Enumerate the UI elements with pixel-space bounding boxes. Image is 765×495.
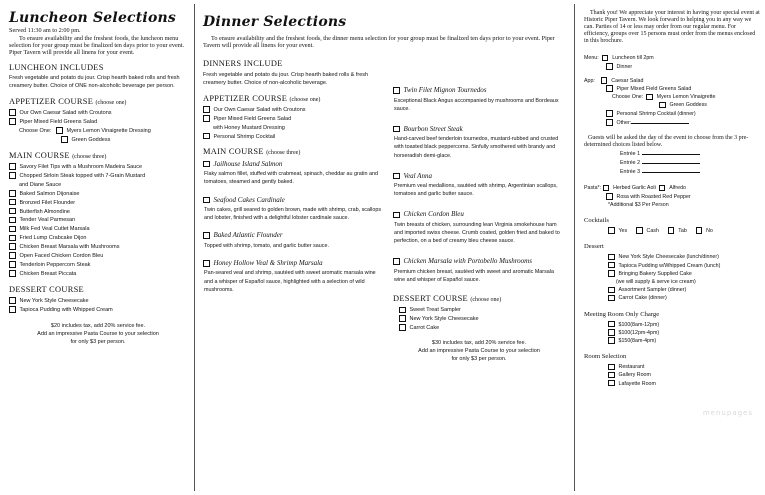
dinner-dish: [203, 196, 383, 223]
dinner-dish: [393, 257, 565, 284]
luncheon-title: Luncheon Selections: [9, 10, 176, 26]
dinner-dessert-option[interactable]: Carrot Cake: [393, 324, 565, 333]
room-charge-heading: Meeting Room Only Charge: [584, 310, 660, 318]
luncheon-main-heading: MAIN COURSE (choose three): [9, 150, 107, 160]
checkbox[interactable]: [603, 185, 610, 192]
dessert-heading: Dessert: [584, 243, 604, 251]
luncheon-column: [9, 0, 187, 347]
dessert-option-cont: (we will supply & serve ice cream): [616, 278, 696, 285]
form-intro: Thank you! We appreciate your interest in having your special event at Historic Piper Tavern. We look forward to helping you in any way we can. Parties of 14 or less may order from our regular menu. For efficiency, groups over 15 persons must order from the menus enclosed in this brochure.: [584, 10, 760, 44]
checkbox[interactable]: [608, 295, 615, 302]
pasta-row: Pasta*: Herbed Garlic Aoli Alfredo: [584, 185, 687, 192]
dinner-footer: $30 includes tax, add 20% service fee. Add an impressive Pasta Course to your selection for only $3 per person.: [418, 340, 540, 362]
dish-name[interactable]: Veal Anna: [393, 172, 565, 181]
dinner-dish: [393, 172, 565, 199]
dish-name[interactable]: Bourbon Street Steak: [393, 125, 565, 134]
luncheon-dressing-option[interactable]: Green Goddess: [9, 136, 187, 145]
checkbox[interactable]: [696, 227, 703, 234]
dinner-dish: [203, 160, 383, 187]
checkbox[interactable]: [606, 193, 613, 200]
luncheon-dessert-option[interactable]: New York Style Cheesecake: [9, 297, 187, 306]
cocktail-options: Yes Cash Tab No: [584, 227, 760, 235]
checkbox[interactable]: [608, 287, 615, 294]
checkbox[interactable]: [608, 321, 615, 328]
dessert-option[interactable]: Assortment Sampler (dinner): [584, 286, 760, 294]
dinner-dessert-option[interactable]: Sweet Treat Sampler: [393, 306, 565, 315]
luncheon-dessert-heading: DESSERT COURSE: [9, 284, 84, 294]
column-divider: [194, 4, 195, 491]
checkbox[interactable]: [9, 252, 16, 259]
menu-option[interactable]: Dinner: [584, 63, 760, 71]
checkbox[interactable]: [61, 136, 68, 143]
checkbox[interactable]: [608, 329, 615, 336]
checkbox[interactable]: [393, 87, 400, 94]
checkbox[interactable]: [9, 306, 16, 313]
checkbox[interactable]: [203, 197, 210, 204]
luncheon-includes-heading: LUNCHEON INCLUDES: [9, 62, 104, 72]
checkbox[interactable]: [608, 337, 615, 344]
dinner-dish: [393, 125, 565, 160]
checkbox[interactable]: [601, 77, 608, 84]
dinner-dish: [393, 210, 565, 245]
checkbox[interactable]: [9, 199, 16, 206]
app-option[interactable]: Piper Mixed Field Greens Salad: [584, 85, 760, 93]
room-option[interactable]: Restaurant: [584, 363, 760, 371]
luncheon-intro: To ensure availability and the freshest foods, the luncheon menu selection for your group must be finalized ten days prior to your event. Piper Tavern will provide all linens for your event.: [9, 35, 185, 57]
dinner-column-right: [393, 86, 565, 364]
luncheon-served: Served 11:30 am to 2:00 pm.: [9, 27, 81, 35]
pasta-note: *Additional $3 Per Person: [608, 201, 669, 208]
checkbox[interactable]: [9, 235, 16, 242]
dinner-dish: [203, 231, 383, 250]
luncheon-main-option[interactable]: Milk Fed Veal Cutlet Marsala: [9, 225, 187, 234]
pasta-option[interactable]: Rosa with Roasted Red Pepper: [584, 193, 760, 201]
checkbox[interactable]: [9, 190, 16, 197]
checkbox[interactable]: [659, 185, 666, 192]
luncheon-footer: $20 includes tax, add 20% service fee. Add an impressive Pasta Course to your selection for only $3 per person.: [37, 322, 159, 345]
checkbox[interactable]: [9, 163, 16, 170]
dessert-option[interactable]: Carrot Cake (dinner): [584, 294, 760, 302]
entree-input[interactable]: [642, 167, 700, 173]
app-dressing-row: Choose One: Myers Lemon Vinaigrette: [612, 94, 716, 101]
luncheon-main-list: [9, 163, 187, 279]
dish-description: Hand-carved beef tenderloin tournedos, mustard-rubbed and crusted with toasted black peppercorns. Sinfully smothered with brandy and horseradish demi-glace.: [394, 136, 559, 159]
luncheon-appetizer-heading: APPETIZER COURSE (choose one): [9, 96, 127, 106]
dish-name[interactable]: Baked Atlantic Flounder: [203, 231, 383, 240]
entree-line[interactable]: Entrée 1: [584, 149, 760, 158]
luncheon-appetizer-option[interactable]: Our Own Caesar Salad with Croutons: [9, 109, 187, 118]
room-charge-option[interactable]: $100(8am-12pm): [584, 321, 760, 329]
dessert-option[interactable]: Bringing Bakery Supplied Cake: [584, 270, 760, 278]
checkbox[interactable]: [9, 172, 16, 179]
dish-description: Topped with shrimp, tomato, and garlic butter sauce.: [204, 242, 329, 249]
luncheon-dessert-option[interactable]: Tapioca Pudding with Whipped Cream: [9, 306, 187, 315]
dish-name[interactable]: Honey Hollow Veal & Shrimp Marsala: [203, 259, 383, 268]
dinner-appetizer-option-cont: with Honey Mustard Dressing: [213, 124, 285, 131]
checkbox[interactable]: [608, 380, 615, 387]
dinner-appetizer-option[interactable]: Piper Mixed Field Greens Salad: [203, 115, 383, 124]
dinner-dish: [203, 259, 383, 294]
checkbox[interactable]: [393, 126, 400, 133]
dessert-option[interactable]: Tapioca Pudding w/Whipped Cream (lunch): [584, 262, 760, 270]
dinner-dessert-option[interactable]: New York Style Cheesecake: [393, 315, 565, 324]
watermark-logo: menupages: [702, 409, 753, 417]
dinner-title: Dinner Selections: [203, 14, 347, 30]
checkbox[interactable]: [606, 119, 613, 126]
checkbox[interactable]: [399, 324, 406, 331]
luncheon-main-option[interactable]: Chicken Breast Marsala with Mushrooms: [9, 243, 187, 252]
dish-name[interactable]: Chicken Cordon Bleu: [393, 210, 565, 219]
menu-row: Menu: Luncheon till 2pm: [584, 55, 654, 62]
room-charge-option[interactable]: $100(12pm-4pm): [584, 329, 760, 337]
checkbox[interactable]: [659, 102, 666, 109]
dinner-dessert-heading: DESSERT COURSE (choose one): [393, 293, 502, 303]
luncheon-main-option[interactable]: Butterfish Almondine: [9, 208, 187, 217]
room-option[interactable]: Gallery Room: [584, 371, 760, 379]
dinner-main-heading: MAIN COURSE (choose three): [203, 147, 301, 157]
app-row: App: Caesar Salad: [584, 77, 644, 84]
checkbox[interactable]: [606, 110, 613, 117]
checkbox[interactable]: [203, 115, 210, 122]
checkbox[interactable]: [668, 227, 675, 234]
entree-line[interactable]: Entrée 2: [584, 158, 760, 167]
checkbox[interactable]: [646, 94, 653, 101]
checkbox[interactable]: [608, 262, 615, 269]
dinner-includes-text: Fresh vegetable and potato du jour. Crisp hearth baked rolls & fresh creamery butter. Choice of non-alcoholic beverage.: [203, 71, 369, 86]
dish-name[interactable]: Jailhouse Island Salmon: [203, 160, 383, 169]
other-line[interactable]: [631, 118, 689, 124]
dessert-option[interactable]: New York Style Cheesecake (lunch/dinner): [584, 253, 760, 261]
checkbox[interactable]: [203, 106, 210, 113]
checkbox[interactable]: [9, 297, 16, 304]
checkbox[interactable]: [608, 227, 615, 234]
dish-description: Premium chicken breast, sautéed with sweet and aromatic Marsala wine and whisper of Español sauce.: [394, 268, 554, 283]
luncheon-appetizer-option[interactable]: Piper Mixed Field Greens Salad: [9, 118, 187, 127]
checkbox[interactable]: [399, 307, 406, 314]
luncheon-main-option[interactable]: Open Faced Chicken Cordon Bleu: [9, 252, 187, 261]
dish-description: Pan-seared veal and shrimp, sautéed with sweet aromatic marsala wine and a whisper of Español sauce, highlighted with a selection of wild mushrooms.: [204, 270, 376, 293]
dish-name[interactable]: Seafood Cakes Cardinale: [203, 196, 383, 205]
dish-description: Twin cakes, grill seared to golden brown, made with shrimp, crab, scallops and lobster, finished with a delightful lobster cardinale sauce.: [204, 207, 382, 222]
entree-line[interactable]: Entrée 3: [584, 167, 760, 176]
checkbox[interactable]: [203, 260, 210, 267]
checkbox[interactable]: [608, 254, 615, 261]
dish-name[interactable]: Chicken Marsala with Portobello Mushrooms: [393, 257, 565, 266]
room-charge-option[interactable]: $150(8am-4pm): [584, 337, 760, 345]
checkbox[interactable]: [9, 208, 16, 215]
checkbox[interactable]: [602, 55, 609, 62]
checkbox[interactable]: [9, 226, 16, 233]
checkbox[interactable]: [9, 243, 16, 250]
cocktails-heading: Cocktails: [584, 217, 609, 225]
entree-input[interactable]: [642, 158, 700, 164]
checkbox[interactable]: [393, 212, 400, 219]
checkbox[interactable]: [606, 85, 613, 92]
dinner-appetizer-option[interactable]: Personal Shrimp Cocktail: [203, 133, 383, 142]
checkbox[interactable]: [9, 270, 16, 277]
checkbox[interactable]: [203, 232, 210, 239]
entree-input[interactable]: [642, 149, 700, 155]
app-dressing-option[interactable]: Green Goddess: [584, 101, 760, 109]
dish-description: Exceptional Black Angus accompanied by mushrooms and Bordeaux sauce.: [394, 97, 559, 112]
checkbox[interactable]: [393, 258, 400, 265]
luncheon-main-option-cont: and Diane Sauce: [19, 181, 62, 188]
checkbox[interactable]: [606, 63, 613, 70]
luncheon-main-option[interactable]: Tender Veal Parmesan: [9, 216, 187, 225]
dish-description: Twin breasts of chicken, surrounding lean Virginia smokehouse ham and imported swiss cheese. Crumb coated, golden fried and baked to perfection, on a bed of creamy bleu cheese sauce.: [394, 221, 560, 245]
checkbox[interactable]: [203, 161, 210, 168]
room-option[interactable]: Lafayette Room: [584, 380, 760, 388]
order-form-column: [584, 0, 760, 388]
luncheon-main-option[interactable]: Baked Salmon Dijonaise: [9, 190, 187, 199]
dinner-appetizer-heading: APPETIZER COURSE (choose one): [203, 93, 321, 103]
dinner-appetizer-option[interactable]: Our Own Caesar Salad with Croutons: [203, 106, 383, 115]
checkbox[interactable]: [9, 109, 16, 116]
dinner-dish: [393, 86, 565, 113]
checkbox[interactable]: [9, 217, 16, 224]
checkbox[interactable]: [399, 315, 406, 322]
checkbox[interactable]: [9, 118, 16, 125]
guests-text: Guests will be asked the day of the event to choose from the 3 pre-determined choices listed below.: [584, 135, 749, 148]
dinner-intro: To ensure availability and the freshest foods, the dinner menu selection for your group must be finalized ten days prior to your event. Piper Tavern will provide all linens for your event.: [203, 35, 555, 50]
luncheon-main-option[interactable]: Chopped Sirloin Steak topped with 7-Grain Mustard: [9, 172, 187, 181]
luncheon-dressing-row: Choose One: Myers Lemon Vinaigrette Dressing: [19, 127, 151, 134]
luncheon-main-option[interactable]: Fried Lump Crabcake Dijon: [9, 234, 187, 243]
app-other[interactable]: Other:: [584, 118, 760, 127]
column-divider: [574, 4, 575, 491]
room-selection-heading: Room Selection: [584, 353, 627, 361]
app-option[interactable]: Personal Shrimp Cocktail (dinner): [584, 110, 760, 118]
luncheon-main-option[interactable]: Chicken Breast Piccata: [9, 270, 187, 279]
dish-description: Flaky salmon fillet, stuffed with crabmeat, spinach, cheddar au gratin and tomatoes, steamed and gently baked.: [204, 171, 378, 186]
checkbox[interactable]: [608, 372, 615, 379]
checkbox[interactable]: [636, 227, 643, 234]
dish-name[interactable]: Twin Filet Mignon Tournedos: [393, 86, 565, 95]
luncheon-main-option[interactable]: Savory Filet Tips with a Mushroom Madeira Sauce: [9, 163, 187, 172]
luncheon-main-option[interactable]: Bronzed Filet Flounder: [9, 199, 187, 208]
checkbox[interactable]: [9, 261, 16, 268]
dinner-includes-heading: DINNERS INCLUDE: [203, 59, 283, 69]
checkbox[interactable]: [608, 364, 615, 371]
luncheon-main-option[interactable]: Tenderloin Peppercorn Steak: [9, 261, 187, 270]
checkbox[interactable]: [393, 173, 400, 180]
luncheon-includes-text: Fresh vegetable and potato du jour. Crisp hearth baked rolls and fresh creamery butter. Choice of ONE non-alcoholic beverage per person.: [9, 74, 180, 89]
checkbox[interactable]: [608, 270, 615, 277]
checkbox[interactable]: [203, 133, 210, 140]
checkbox[interactable]: [56, 127, 63, 134]
dish-description: Premium veal medallions, sautéed with shrimp, Argentinian scallops, tomatoes and garlic butter sauce.: [394, 183, 558, 198]
